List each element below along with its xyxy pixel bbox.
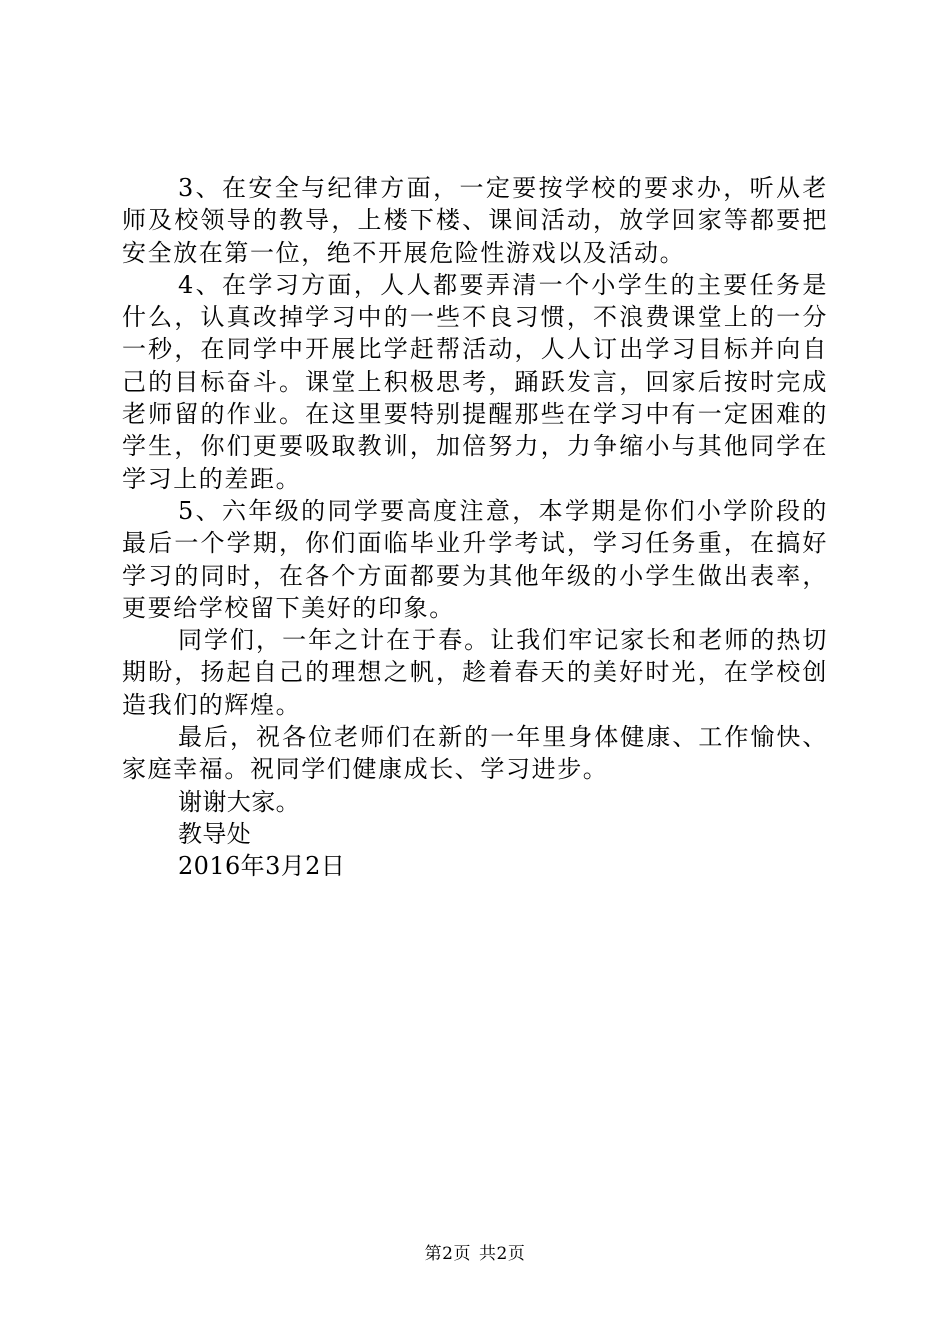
paragraph-study: 4、在学习方面，人人都要弄清一个小学生的主要任务是什么，认真改掉学习中的一些不良习惯，不浪费课堂上的一分一秒，在同学中开展比学赶帮活动，人人订出学习目标并向自己的目标奋斗。课堂上积极思考，踊跃发言，回家后按时完成老师留的作业。在这里要特别提醒那些在学习中有一定困难的学生，你们更要吸取教训，加倍努力，力争缩小与其他同学在学习上的差距。 — [122, 270, 828, 493]
closing-signature: 教导处 — [178, 819, 252, 848]
paragraph-grade-six: 5、六年级的同学要高度注意，本学期是你们小学阶段的最后一个学期，你们面临毕业升学考试，学习任务重，在搞好学习的同时，在各个方面都要为其他年级的小学生做出表率，更要给学校留下美好的印象。 — [122, 496, 828, 622]
closing-thanks: 谢谢大家。 — [178, 787, 300, 816]
paragraph-best-wishes: 最后，祝各位老师们在新的一年里身体健康、工作愉快、家庭幸福。祝同学们健康成长、学习进步。 — [122, 723, 828, 784]
closing-date: 2016年3月2日 — [178, 852, 346, 881]
paragraph-spring-plan: 同学们，一年之计在于春。让我们牢记家长和老师的热切期盼，扬起自己的理想之帆，趁着春天的美好时光，在学校创造我们的辉煌。 — [122, 626, 828, 719]
page-total: 共2页 — [479, 1244, 526, 1264]
document-body — [122, 172, 828, 883]
page-number: 第2页 — [424, 1244, 471, 1264]
paragraph-safety-discipline: 3、在安全与纪律方面，一定要按学校的要求办，听从老师及校领导的教导，上楼下楼、课间活动，放学回家等都要把安全放在第一位，绝不开展危险性游戏以及活动。 — [122, 174, 828, 267]
page-footer — [0, 1243, 950, 1265]
